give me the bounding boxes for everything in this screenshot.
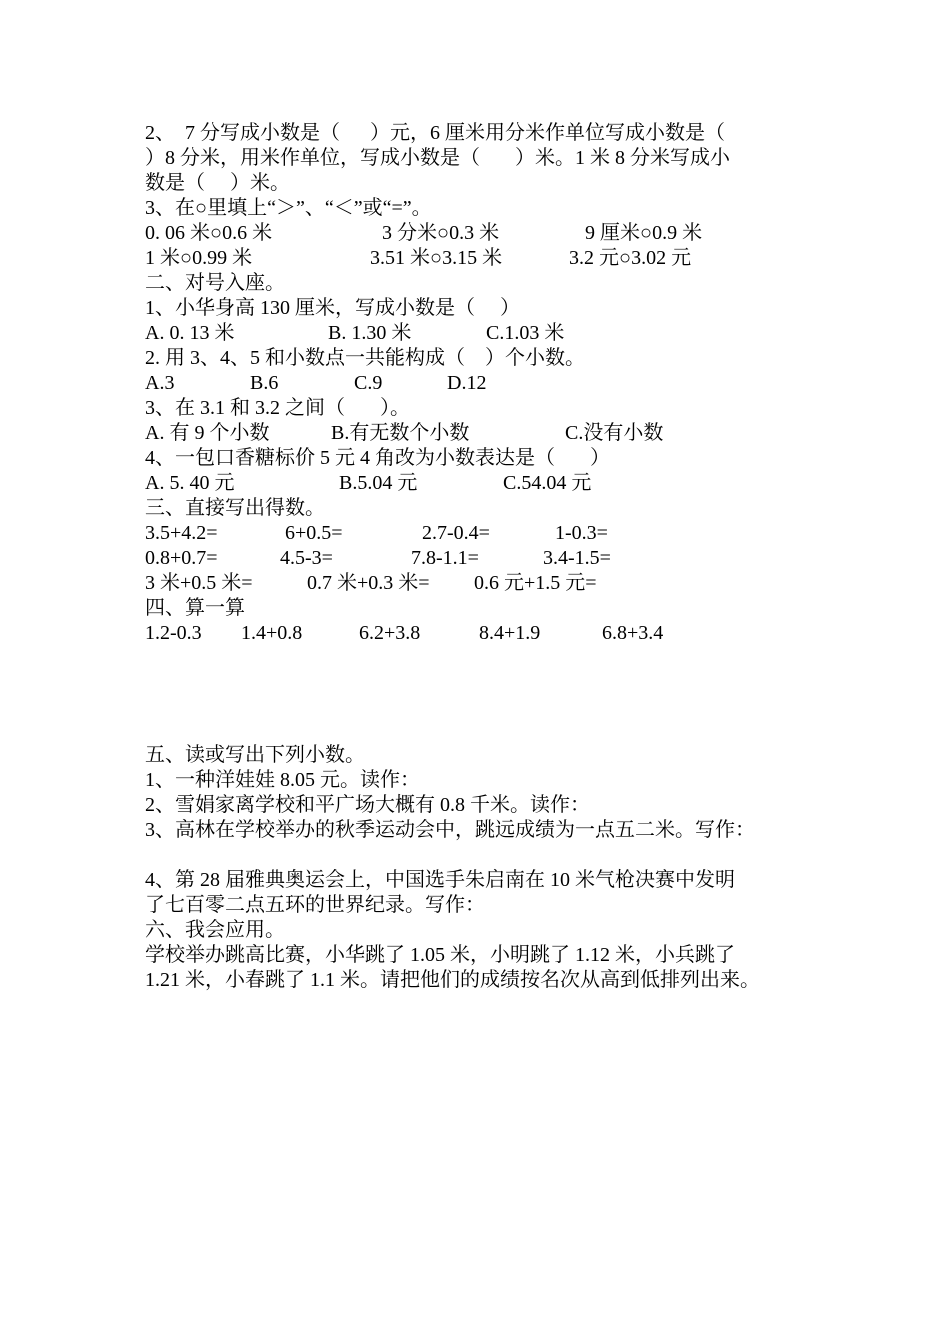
calc-item: 3.4-1.5= [543,547,611,569]
calc-item: 1-0.3= [555,522,608,544]
option: C.1.03 米 [486,322,565,344]
p4-row [145,621,845,646]
p5-q4-line-1: 4、第 28 届雅典奥运会上，中国选手朱启南在 10 米气枪决赛中发明 [145,869,735,891]
calc-item: 4.5-3= [280,547,333,569]
q3-row-2 [145,246,845,271]
calc-item: 7.8-1.1= [411,547,479,569]
section-2-title: 二、对号入座。 [145,272,285,294]
section-6-title: 六、我会应用。 [145,919,285,941]
option: A. 5. 40 元 [145,472,235,494]
option: B. 1.30 米 [328,322,412,344]
p2-q3: 3、在 3.1 和 3.2 之间（ ）。 [145,397,410,419]
p2-q4-options [145,471,845,496]
option: C.9 [354,372,383,394]
work-space [145,646,845,743]
option: C.没有小数 [565,422,664,444]
section-3-title: 三、直接写出得数。 [145,497,325,519]
compare-item: 3.2 元○3.02 元 [569,247,692,269]
p2-q2-options [145,371,845,396]
q2-line-3: 数是（ ）米。 [145,172,290,194]
calc-item: 6.8+3.4 [602,622,664,644]
compare-item: 9 厘米○0.9 米 [585,222,703,244]
calc-item: 1.4+0.8 [241,622,303,644]
option: B.5.04 元 [339,472,418,494]
p5-q4-line-2: 了七百零二点五环的世界纪录。写作： [145,894,485,916]
calc-item: 6+0.5= [285,522,343,544]
p6-line-1: 学校举办跳高比赛，小华跳了 1.05 米，小明跳了 1.12 米，小兵跳了 [145,944,735,966]
calc-item: 3 米+0.5 米= [145,572,253,594]
option: A. 0. 13 米 [145,322,235,344]
p2-q4: 4、一包口香糖标价 5 元 4 角改为小数表达是（ ） [145,447,610,469]
option: B.6 [250,372,279,394]
section-4-title: 四、算一算 [145,597,245,619]
q2-line-2: ）8 分米，用米作单位，写成小数是（ ）米。1 米 8 分米写成小 [145,147,730,169]
p3-row-1 [145,521,845,546]
option: A.3 [145,372,175,394]
compare-item: 3 分米○0.3 米 [382,222,500,244]
p2-q1-options [145,321,845,346]
q3-row-1 [145,221,845,246]
calc-item: 2.7-0.4= [422,522,490,544]
option: D.12 [447,372,487,394]
option: A. 有 9 个小数 [145,422,270,444]
p2-q3-options [145,421,845,446]
p6-line-2: 1.21 米，小春跳了 1.1 米。请把他们的成绩按名次从高到低排列出来。 [145,969,760,991]
p2-q1: 1、小华身高 130 厘米，写成小数是（ ） [145,297,520,319]
section-5-title: 五、读或写出下列小数。 [145,744,365,766]
calc-item: 6.2+3.8 [359,622,421,644]
p5-q3: 3、高林在学校举办的秋季运动会中，跳远成绩为一点五二米。写作： [145,819,755,841]
calc-item: 1.2-0.3 [145,622,202,644]
compare-item: 1 米○0.99 米 [145,247,253,269]
calc-item: 3.5+4.2= [145,522,218,544]
p5-q1: 1、一种洋娃娃 8.05 元。读作： [145,769,420,791]
blank-line [145,843,845,868]
p5-q2: 2、雪娟家离学校和平广场大概有 0.8 千米。读作： [145,794,590,816]
p3-row-2 [145,546,845,571]
calc-item: 8.4+1.9 [479,622,541,644]
calc-item: 0.6 元+1.5 元= [474,572,597,594]
compare-item: 0. 06 米○0.6 米 [145,222,273,244]
calc-item: 0.8+0.7= [145,547,218,569]
p2-q2: 2. 用 3、4、5 和小数点一共能构成（ ）个小数。 [145,347,585,369]
option: C.54.04 元 [503,472,592,494]
q3-title: 3、在○里填上“＞”、“＜”或“=”。 [145,197,432,219]
p3-row-3 [145,571,845,596]
worksheet [145,121,845,993]
option: B.有无数个小数 [331,422,470,444]
compare-item: 3.51 米○3.15 米 [370,247,503,269]
q2-line-1: 2、 7 分写成小数是（ ）元，6 厘米用分米作单位写成小数是（ [145,122,725,144]
calc-item: 0.7 米+0.3 米= [307,572,430,594]
